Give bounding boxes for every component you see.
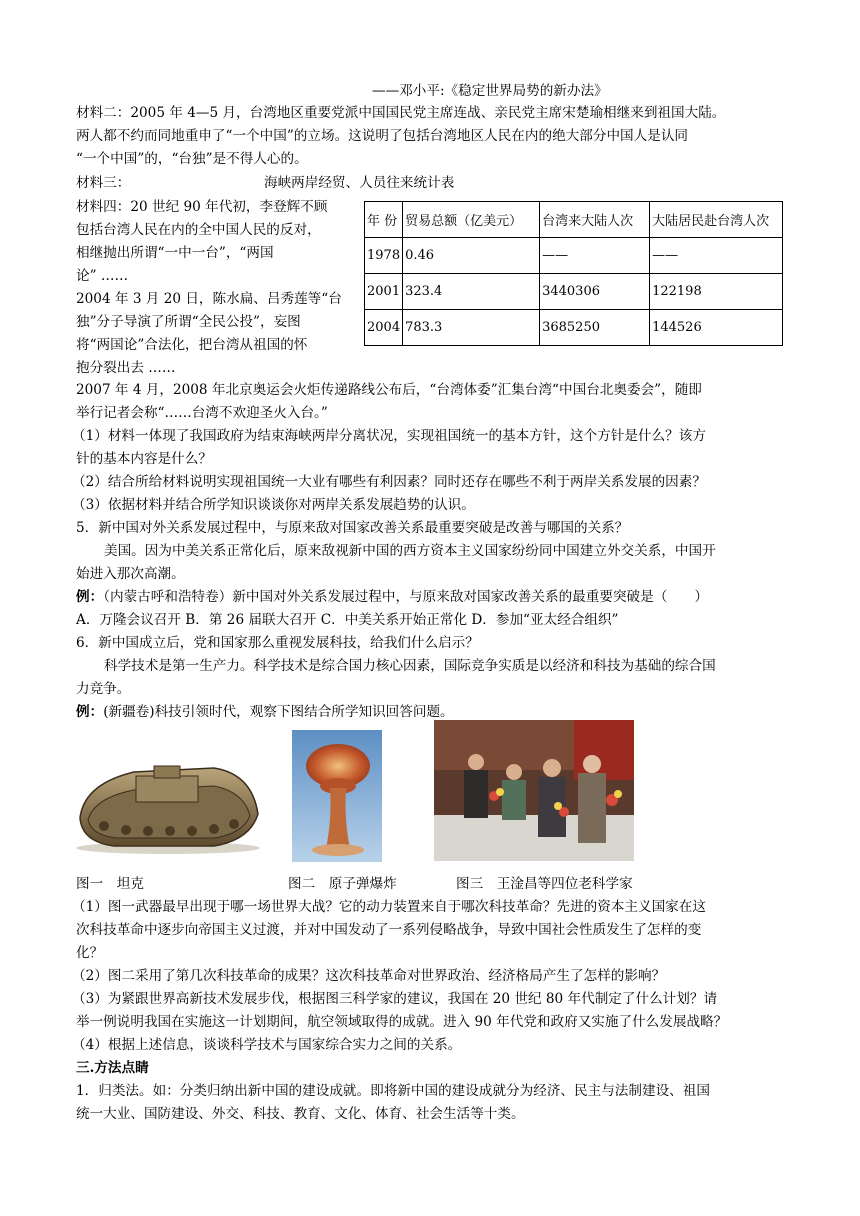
table-cell: 2001 [365,274,403,310]
material4-line-6: 独”分子导演了所谓“全民公投”，妄图 [76,314,301,330]
question-b1-line-2: 次科技革命中逐步向帝国主义过渡，并对中国发动了一系列侵略战争，导致中国社会性质发生了怎样的变 [76,922,702,938]
table-cell: 122198 [650,274,783,310]
section-heading: 三.方法点睛 [76,1060,149,1076]
question-b1-line-3: 化？ [76,945,104,961]
q6-answer-2: 力竞争。 [76,681,131,697]
table-cell: 323.4 [403,274,540,310]
table-cell: 2004 [365,310,403,346]
example-label: 例： [76,589,104,605]
material4-line-8: 抱分裂出去 …… [76,360,176,376]
section3-line-2: 统一大业、国防建设、外交、科技、教育、文化、体育、社会生活等十类。 [76,1106,525,1122]
question-a2: （2）结合所给材料说明实现祖国统一大业有哪些有利因素？同时还存在哪些不利于两岸关系发展的因素？ [72,474,706,490]
tank-image [74,754,262,856]
table-header: 台湾来大陆人次 [540,202,650,238]
q6-answer-1: 科学技术是第一生产力。科学技术是综合国力核心因素，国际竞争实质是以经济和科技为基础的综合国 [104,658,716,674]
table-cell: 3685250 [540,310,650,346]
section3-line-1: 1．归类法。如：分类归纳出新中国的建设成就。即将新中国的建设成就分为经济、民主与法制建设、祖国 [76,1083,710,1099]
table-cell: 3440306 [540,274,650,310]
question-a3: （3）依据材料并结合所学知识谈谈你对两岸关系发展趋势的认识。 [72,497,475,513]
table-header: 贸易总额（亿美元） [403,202,540,238]
question-b2: （2）图二采用了第几次科技革命的成果？这次科技革命对世界政治、经济格局产生了怎样的影响？ [72,968,666,984]
table-cell: —— [540,238,650,274]
question-b3-line-1: （3）为紧跟世界高新技术发展步伐，根据图三科学家的建议，我国在 20 世纪 80 年代制定了什么计划？请 [72,991,718,1007]
material4-line-1: 材料四：20 世纪 90 年代初，李登辉不顾 [76,199,328,215]
table-header: 大陆居民赴台湾人次 [650,202,783,238]
q5-example [76,586,796,608]
question-b1-line-1: （1）图一武器最早出现于哪一场世界大战？它的动力装置来自于哪次科技革命？先进的资本主义国家在这 [72,899,706,915]
material4-line-5: 2004 年 3 月 20 日，陈水扁、吕秀莲等“台 [76,291,342,307]
q6-example-text: (新疆卷)科技引领时代，观察下图结合所学知识回答问题。 [103,704,454,720]
table-cell: 144526 [650,310,783,346]
q5-answer-2: 始进入那次高潮。 [76,566,185,582]
figure-caption-3: 图三 王淦昌等四位老科学家 [456,876,633,892]
table-cell: 783.3 [403,310,540,346]
quote-source: ——邓小平:《稳定世界局势的新办法》 [372,83,608,99]
material2-line-1: 材料二：2005 年 4—5 月，台湾地区重要党派中国国民党主席连战、亲民党主席宋楚瑜相继来到祖国大陆。 [76,105,726,121]
table-cell: 0.46 [403,238,540,274]
atomic-bomb-image [292,730,382,862]
material4-line-4: 论” …… [76,268,129,284]
material4-line-2: 包括台湾人民在内的全中国人民的反对， [76,222,321,238]
material4-line-7: 将“两国论”合法化，把台湾从祖国的怀 [76,337,308,353]
table-row [365,274,783,310]
material3-label: 材料三： [76,175,131,191]
table-header: 年 份 [365,202,403,238]
table-header-row [365,202,783,238]
material2-line-3: “一个中国”的，“台独”是不得人心的。 [76,151,308,167]
q6-question: 6．新中国成立后，党和国家那么重视发展科技，给我们什么启示？ [76,635,479,651]
example-label: 例： [76,704,104,720]
question-b3-line-2: 举一例说明我国在实施这一计划期间，航空领域取得的成就。进入 90 年代党和政府又实施了什么发展战略？ [76,1014,728,1030]
table-cell: —— [650,238,783,274]
scientists-photo [434,720,634,861]
material4-tail-2: 举行记者会称“……台湾不欢迎圣火入台。” [76,405,328,421]
figure-caption-1: 图一 坦克 [76,876,144,892]
question-a1-line-1: （1）材料一体现了我国政府为结束海峡两岸分离状况，实现祖国统一的基本方针，这个方针是什么？该方 [72,428,706,444]
table-row [365,238,783,274]
figure-caption-2: 图二 原子弹爆炸 [288,876,397,892]
q5-answer-1: 美国。因为中美关系正常化后，原来敌视新中国的西方资本主义国家纷纷同中国建立外交关系，中国开 [104,543,716,559]
table-row [365,310,783,346]
question-b4: （4）根据上述信息，谈谈科学技术与国家综合实力之间的关系。 [72,1037,462,1053]
stats-table [364,201,783,346]
material4-tail-1: 2007 年 4 月，2008 年北京奥运会火炬传递路线公布后，“台湾体委”汇集台湾“中国台北奥委会”，随即 [76,382,702,398]
material2-line-2: 两人都不约而同地重申了“一个中国”的立场。这说明了包括台湾地区人民在内的绝大部分中国人是认同 [76,128,689,144]
q5-example-text: （内蒙古呼和浩特卷）新中国对外关系发展过程中，与原来敌对国家改善关系的最重要突破是（ ） [103,589,709,605]
material4-line-3: 相继抛出所谓“一中一台”，“两国 [76,245,274,261]
q5-question: 5．新中国对外关系发展过程中，与原来敌对国家改善关系最重要突破是改善与哪国的关系？ [76,520,629,536]
question-a1-line-2: 针的基本内容是什么？ [76,451,212,467]
table-cell: 1978 [365,238,403,274]
material3-title: 海峡两岸经贸、人员往来统计表 [264,175,455,191]
q5-options: A．万隆会议召开 B．第 26 届联大召开 C．中美关系开始正常化 D．参加“亚太经合组织” [76,612,619,628]
